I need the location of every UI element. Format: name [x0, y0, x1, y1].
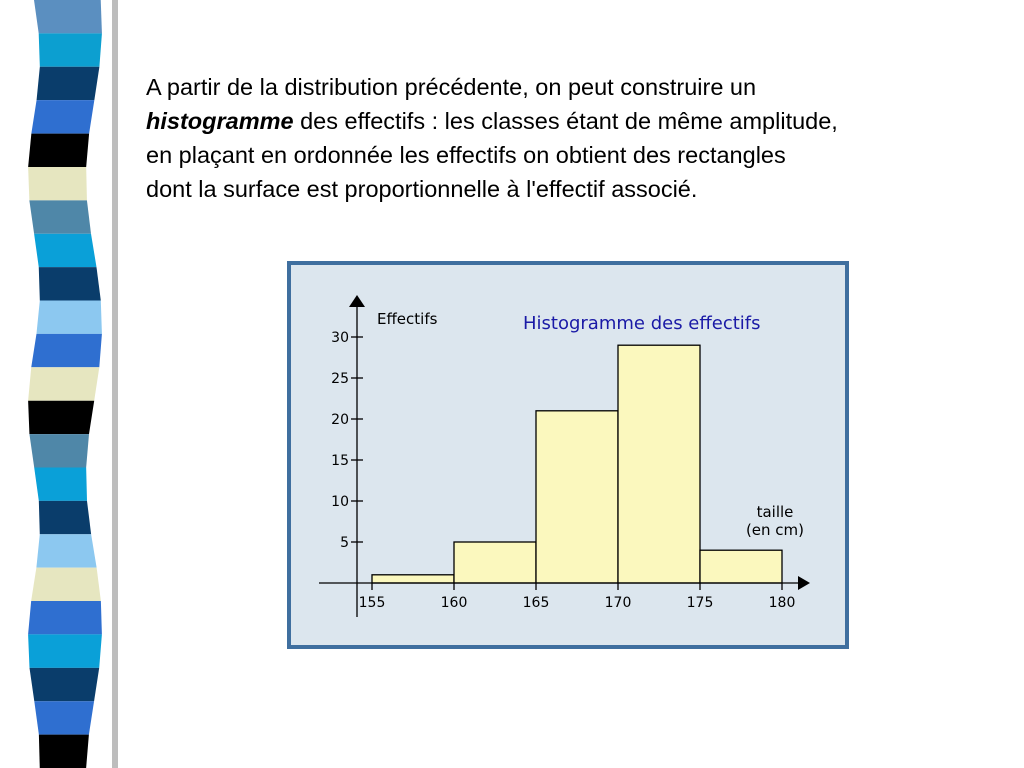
x-tick-label: 165 — [522, 595, 550, 611]
y-tick-label: 20 — [331, 412, 349, 428]
y-axis-label: Effectifs — [377, 310, 438, 328]
stripe-block — [39, 33, 102, 66]
y-tick-label: 30 — [331, 330, 349, 346]
stripe-block — [28, 167, 87, 200]
histogram-bar — [536, 411, 618, 583]
stripe-block — [28, 634, 102, 667]
intro-line-1: A partir de la distribution précédente, on peut construire un — [146, 74, 757, 100]
stripe-block — [29, 668, 99, 701]
histogram-bar — [372, 575, 454, 583]
stripe-block — [28, 134, 89, 167]
stripe-block — [34, 0, 102, 33]
intro-paragraph — [146, 70, 1006, 206]
histogram-bar — [454, 542, 536, 583]
chart-title: Histogramme des effectifs — [523, 313, 761, 334]
y-tick-label: 25 — [331, 371, 349, 387]
stripe-block — [28, 601, 102, 634]
x-tick-label: 155 — [358, 595, 386, 611]
y-tick-label: 5 — [340, 535, 349, 551]
x-axis-arrow-icon — [798, 576, 810, 590]
x-axis-label-line-2: (en cm) — [745, 521, 805, 539]
stripe-block — [36, 301, 101, 334]
y-axis-arrow-icon — [349, 295, 365, 307]
stripe-block — [31, 334, 102, 367]
x-tick-label: 180 — [768, 595, 796, 611]
intro-line-4: dont la surface est proportionnelle à l'effectif associé. — [146, 176, 698, 202]
stripe-block — [34, 467, 87, 500]
stripe-block — [39, 735, 89, 768]
intro-emphasis: histogramme — [146, 108, 294, 134]
intro-line-3: en plaçant en ordonnée les effectifs on obtient des rectangles — [146, 142, 786, 168]
y-tick-label: 15 — [331, 453, 349, 469]
stripe-block — [37, 67, 100, 100]
intro-line-2: des effectifs : les classes étant de même amplitude, — [293, 108, 838, 134]
y-tick-label: 10 — [331, 494, 349, 510]
histogram-chart — [287, 261, 849, 649]
x-axis-label-line-1: taille — [756, 503, 794, 521]
x-tick-label: 175 — [686, 595, 714, 611]
stripe-block — [28, 367, 99, 400]
stripe-block — [29, 434, 89, 467]
stripe-block — [34, 701, 94, 734]
stripe-shadow — [112, 0, 118, 768]
stripe-block — [31, 100, 94, 133]
stripe-block — [39, 267, 101, 300]
stripe-block — [34, 234, 96, 267]
x-tick-label: 170 — [604, 595, 632, 611]
stripe-block — [29, 200, 91, 233]
histogram-svg — [291, 265, 845, 645]
decorative-stripe — [0, 0, 120, 768]
histogram-bar — [618, 345, 700, 583]
histogram-bar — [700, 550, 782, 583]
stripe-block — [31, 568, 101, 601]
stripe-block — [28, 401, 94, 434]
stripe-block — [39, 501, 91, 534]
x-tick-label: 160 — [440, 595, 468, 611]
stripe-block — [36, 534, 96, 567]
